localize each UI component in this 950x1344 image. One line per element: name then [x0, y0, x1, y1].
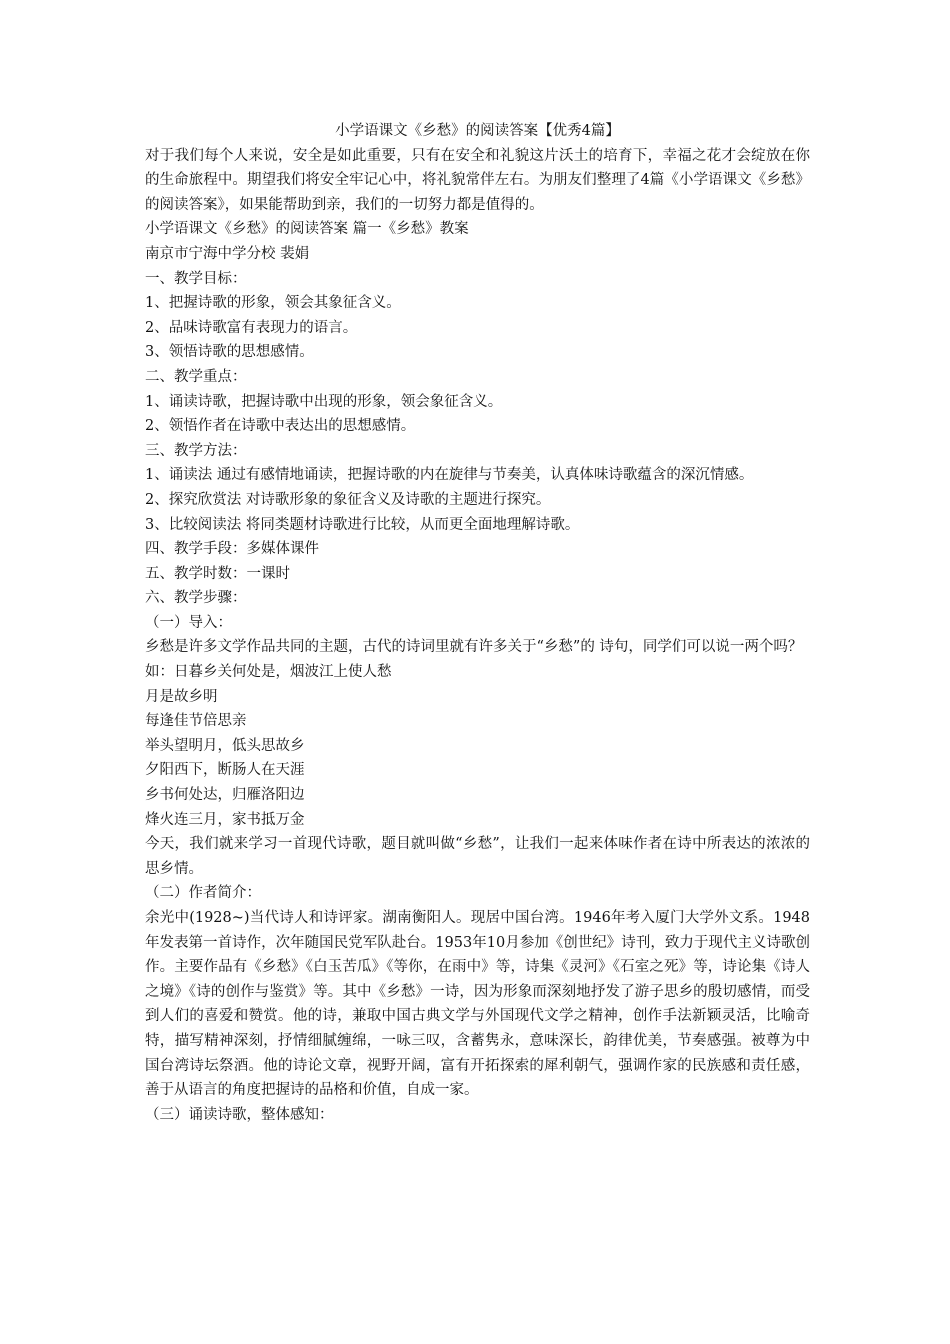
document-title: 小学语课文《乡愁》的阅读答案【优秀4篇】	[335, 123, 620, 139]
heading-teaching-means: 四、教学手段：多媒体课件	[145, 541, 319, 558]
document-page	[145, 119, 810, 1127]
author-line: 南京市宁海中学分校 裴娟	[145, 245, 310, 262]
heading-teaching-steps: 六、教学步骤：	[145, 590, 247, 607]
introduction-paragraph: 乡愁是许多文学作品共同的主题，古代的诗词里就有许多关于“乡愁”的 诗句，同学们可以说一两个吗？	[145, 639, 803, 656]
goal-item-2: 2、品味诗歌富有表现力的语言。	[145, 319, 358, 336]
poem-line: 烽火连三月，家书抵万金	[145, 811, 305, 828]
goal-item-3: 3、领悟诗歌的思想感情。	[145, 344, 314, 361]
intro-paragraph: 对于我们每个人来说，安全是如此重要，只有在安全和礼貌这片沃土的培育下，幸福之花才会绽放在你的生命旅程中。期望我们将安全牢记心中，将礼貌常伴左右。为朋友们整理了4篇《小学语课文《乡愁》的阅读答案》，如果能帮助到亲，我们的一切努力都是值得的。	[145, 147, 810, 213]
goal-item-1: 1、把握诗歌的形象，领会其象征含义。	[145, 295, 401, 312]
poem-line: 每逢佳节倍思亲	[145, 713, 247, 730]
focus-item-1: 1、诵读诗歌，把握诗歌中出现的形象，领会象征含义。	[145, 393, 503, 410]
poem-line: 举头望明月，低头思故乡	[145, 737, 305, 754]
heading-teaching-goals: 一、教学目标：	[145, 270, 247, 287]
heading-teaching-focus: 二、教学重点：	[145, 368, 247, 385]
poem-line: 夕阳西下，断肠人在天涯	[145, 762, 305, 779]
method-item-2: 2、探究欣赏法 对诗歌形象的象征含义及诗歌的主题进行探究。	[145, 491, 551, 508]
subheading-introduction: （一）导入：	[145, 614, 232, 631]
today-paragraph: 今天，我们就来学习一首现代诗歌，题目就叫做“乡愁”，让我们一起来体味作者在诗中所表达的浓浓的思乡情。	[145, 836, 810, 877]
focus-item-2: 2、领悟作者在诗歌中表达出的思想感情。	[145, 418, 416, 435]
author-intro-paragraph: 余光中(1928~)当代诗人和诗评家。湖南衡阳人。现居中国台湾。1946年考入厦门大学外文系。1948年发表第一首诗作，次年随国民党军队赴台。1953年10月参加《创世纪》诗刊，致力于现代主义诗歌创作。主要作品有《乡愁》《白玉苦瓜》《等你，在雨中》等，诗集《灵河》《石室之死》等，诗论集《诗人之境》《诗的创作与鉴赏》等。其中《乡愁》一诗，因为形象而深刻地抒发了游子思乡的殷切感情，而受到人们的喜爱和赞赏。他的诗，兼取中国古典文学与外国现代文学之精神，创作手法新颖灵活，比喻奇特，描写精神深刻，抒情细腻缠绵，一咏三叹，含蓄隽永，意味深长，韵律优美，节奏感强。被尊为中国台湾诗坛祭酒。他的诗论文章，视野开阔，富有开拓探索的犀利朝气，强调作家的民族感和责任感，善于从语言的角度把握诗的品格和价值，自成一家。	[145, 910, 810, 1099]
subheading-reading-poem: （三）诵读诗歌，整体感知：	[145, 1106, 334, 1123]
subheading-author-intro: （二）作者简介：	[145, 885, 261, 902]
poem-line: 乡书何处达，归雁洛阳边	[145, 787, 305, 804]
method-item-3: 3、比较阅读法 将同类题材诗歌进行比较，从而更全面地理解诗歌。	[145, 516, 580, 533]
heading-teaching-hours: 五、教学时数：一课时	[145, 565, 290, 582]
poem-line: 如：日暮乡关何处是，烟波江上使人愁	[145, 664, 392, 681]
heading-teaching-methods: 三、教学方法：	[145, 442, 247, 459]
method-item-1: 1、诵读法 通过有感情地诵读，把握诗歌的内在旋律与节奏美，认真体味诗歌蕴含的深沉情感。	[145, 467, 754, 484]
section-heading-article-one: 小学语课文《乡愁》的阅读答案 篇一《乡愁》教案	[145, 221, 469, 238]
poem-line: 月是故乡明	[145, 688, 218, 705]
